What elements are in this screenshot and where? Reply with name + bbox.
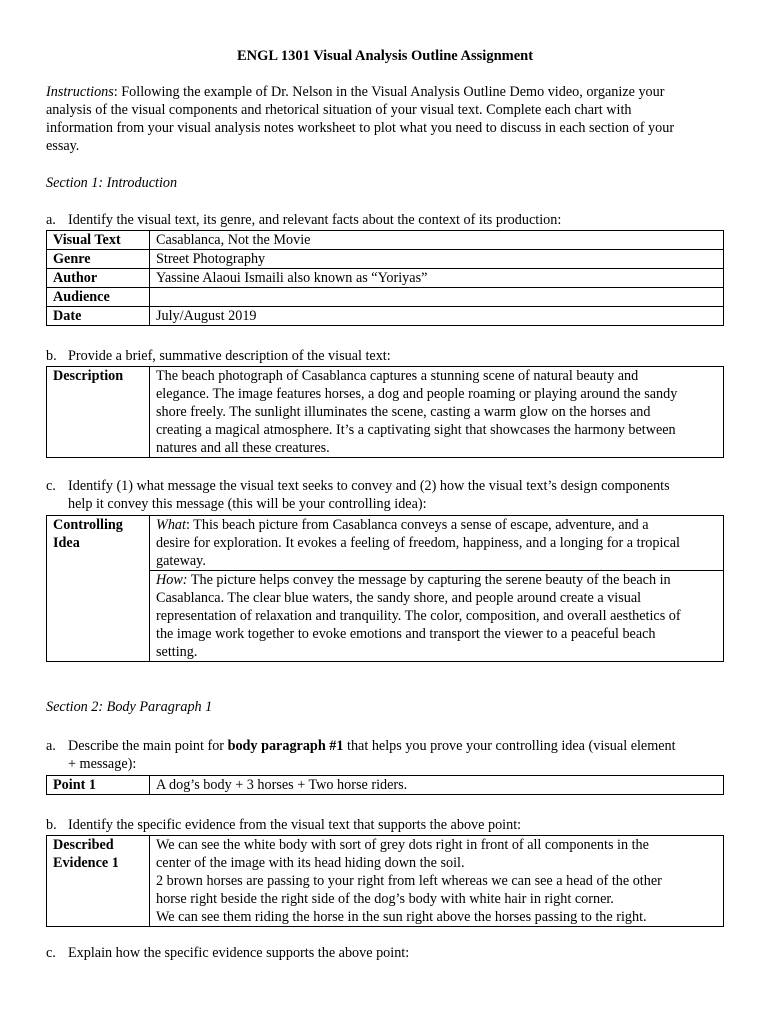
section-2-question-b: b. Identify the specific evidence from the visual text that supports the above point: [46, 817, 522, 833]
what-cell: What: This beach picture from Casablanca conveys a sense of escape, adventure, and a desire for exploration. It evokes a feeling of freedom, happiness, and a longing for a tropical gateway. [150, 516, 724, 571]
section-2-heading: Section 2: Body Paragraph 1 [46, 699, 213, 715]
page-title: ENGL 1301 Visual Analysis Outline Assignment [236, 48, 534, 64]
section-1-question-c: c. Identify (1) what message the visual text seeks to convey and (2) how the visual text’s design components help it convey this message (this will be your controlling idea): [46, 478, 670, 512]
table-row: Date July/August 2019 [47, 307, 724, 326]
context-table [46, 230, 724, 326]
table-row: Audience [47, 288, 724, 307]
section-2-question-a: a. Describe the main point for body paragraph #1 that helps you prove your controlling idea (visual element + message): [46, 738, 676, 772]
instructions: Instructions: Following the example of Dr. Nelson in the Visual Analysis Outline Demo video, organize your analysis of the visual components and rhetorical situation of your visual text. Complete each chart with information from your visual analysis notes worksheet to plot what you need to discuss in each section of your essay. [46, 84, 675, 154]
point-table [46, 775, 724, 795]
table-row: Author Yassine Alaoui Ismaili also known as “Yoriyas” [47, 269, 724, 288]
evidence-table [46, 835, 724, 927]
section-1-question-b: b. Provide a brief, summative description of the visual text: [46, 348, 391, 364]
section-1-heading: Section 1: Introduction [46, 175, 178, 191]
table-row: Visual Text Casablanca, Not the Movie [47, 231, 724, 250]
controlling-idea-table [46, 515, 724, 662]
table-row: Described Evidence 1 We can see the white body with sort of grey dots right in front of all components in the center of the image with its head hiding down the soil. 2 brown horses are passing to your right from left whereas we can see a head of the other horse right beside the right side of the dog’s body with white hair in right corner. We can see them riding the horse in the sun right above the horses passing to the right. [47, 836, 724, 927]
section-2-question-c: c. Explain how the specific evidence supports the above point: [46, 945, 410, 961]
table-row: Genre Street Photography [47, 250, 724, 269]
section-1-question-a: a. Identify the visual text, its genre, and relevant facts about the context of its production: [46, 212, 562, 228]
description-table [46, 366, 724, 458]
evidence-text: We can see the white body with sort of grey dots right in front of all components in the center of the image with its head hiding down the soil. 2 brown horses are passing to your right from left whereas we can see a head of the other horse right beside the right side of the dog’s body with white hair in right corner. We can see them riding the horse in the sun right above the horses passing to the right. [150, 836, 724, 927]
table-row: Point 1 A dog’s body + 3 horses + Two horse riders. [47, 776, 724, 795]
description-text: The beach photograph of Casablanca captures a stunning scene of natural beauty and elegance. The image features horses, a dog and people roaming or playing around the sandy shore freely. The sunlight illuminates the scene, casting a warm glow on the horses and creating a magical atmosphere. It’s a captivating sight that showcases the harmony between natures and all these creatures. [150, 367, 724, 458]
table-row: Controlling Idea What: This beach picture from Casablanca conveys a sense of escape, adventure, and a desire for exploration. It evokes a feeling of freedom, happiness, and a longing for a tropical gateway. [47, 516, 724, 571]
how-cell: How: The picture helps convey the message by capturing the serene beauty of the beach in Casablanca. The clear blue waters, the sandy shore, and people around create a visual representation of relaxation and tranquility. The color, composition, and overall aesthetics of the image work together to evoke emotions and transport the viewer to a peaceful beach setting. [150, 571, 724, 662]
table-row: Description The beach photograph of Casablanca captures a stunning scene of natural beauty and elegance. The image features horses, a dog and people roaming or playing around the sandy shore freely. The sunlight illuminates the scene, casting a warm glow on the horses and creating a magical atmosphere. It’s a captivating sight that showcases the harmony between natures and all these creatures. [47, 367, 724, 458]
instructions-label: Instructions [46, 84, 114, 100]
